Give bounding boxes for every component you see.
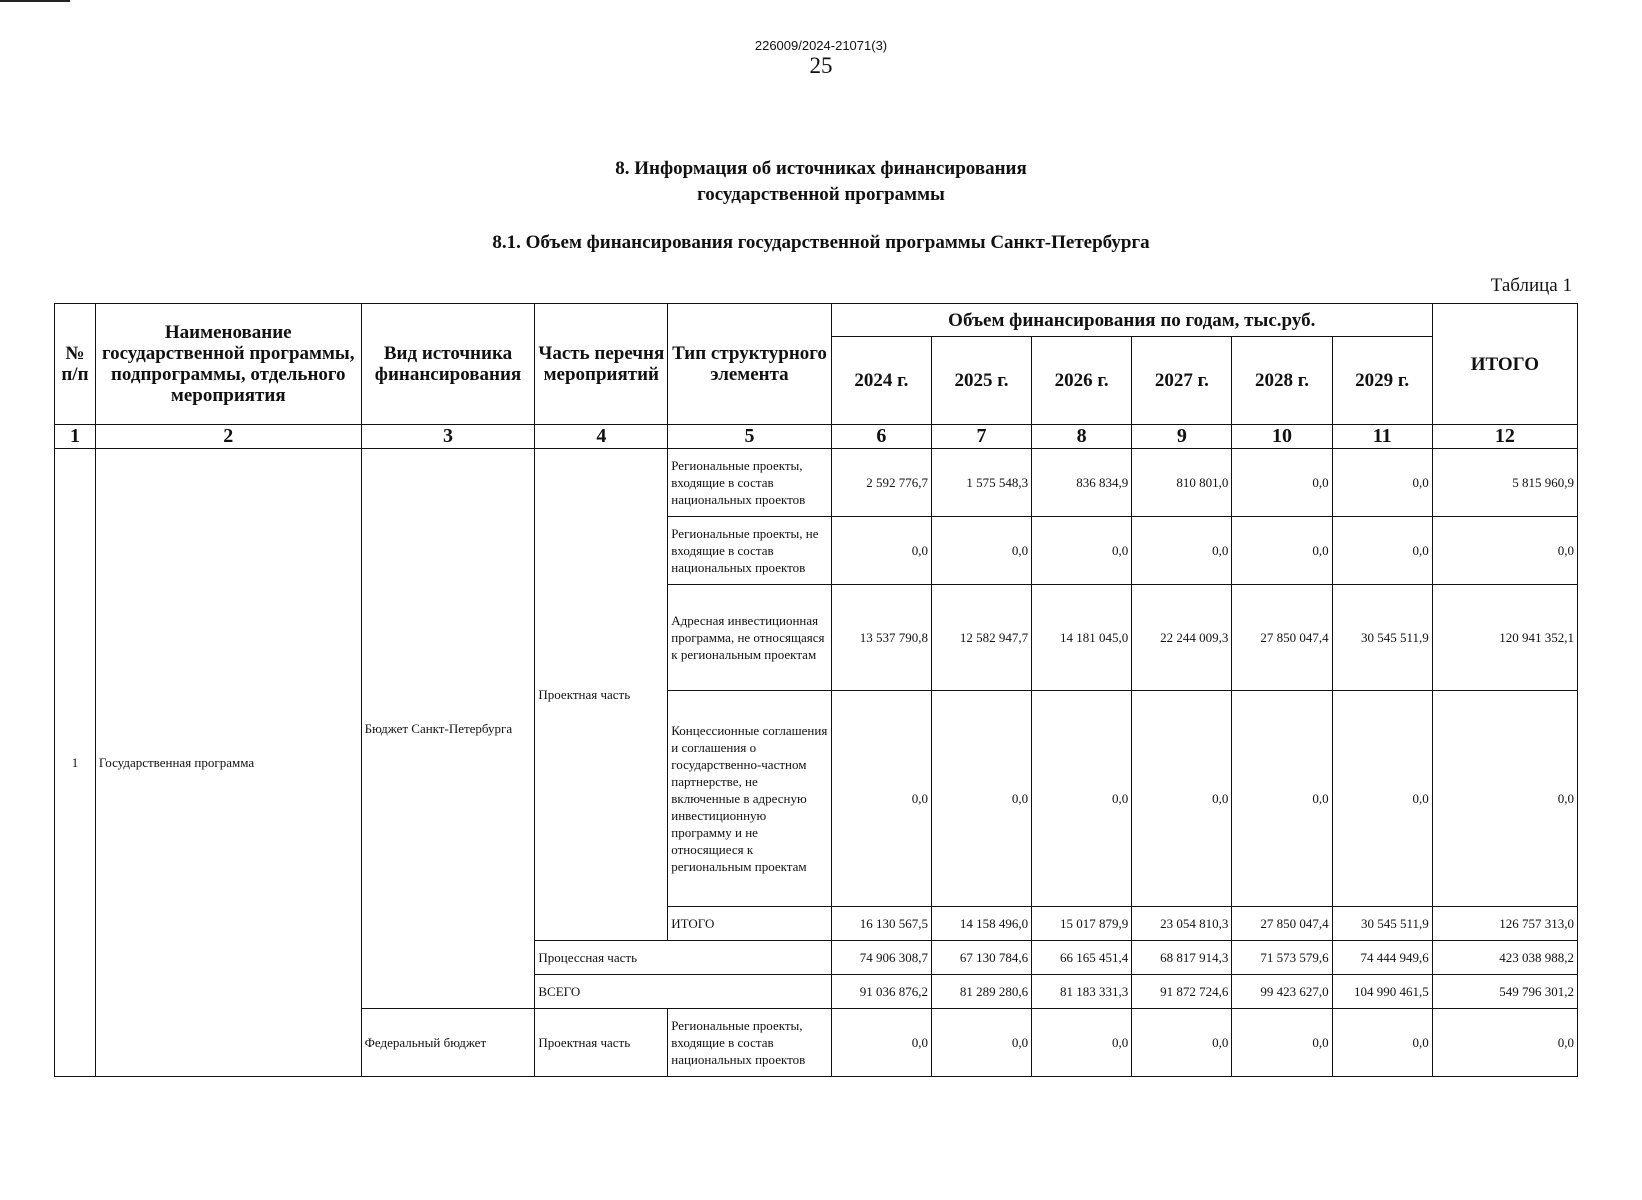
value-cell: 104 990 461,5 <box>1332 975 1432 1009</box>
value-cell: 15 017 879,9 <box>1032 907 1132 941</box>
value-cell: 0,0 <box>1232 449 1332 517</box>
value-cell: 22 244 009,3 <box>1132 585 1232 691</box>
col-number-12: 12 <box>1432 425 1577 449</box>
table-row <box>55 449 1578 517</box>
value-cell: 30 545 511,9 <box>1332 907 1432 941</box>
value-cell: 0,0 <box>931 517 1031 585</box>
type-cell: ИТОГО <box>668 907 832 941</box>
value-cell: 14 158 496,0 <box>931 907 1031 941</box>
col-number-7: 7 <box>931 425 1031 449</box>
part-project: Проектная часть <box>535 449 668 941</box>
value-cell: 0,0 <box>931 691 1031 907</box>
value-cell: 0,0 <box>1032 1009 1132 1077</box>
value-cell: 0,0 <box>1232 691 1332 907</box>
total-cell: 549 796 301,2 <box>1432 975 1577 1009</box>
header-year-2027: 2027 г. <box>1132 337 1232 425</box>
financing-table <box>54 303 1578 1077</box>
type-cell: Региональные проекты, входящие в состав национальных проектов <box>668 1009 832 1077</box>
col-number-4: 4 <box>535 425 668 449</box>
header-year-2025: 2025 г. <box>931 337 1031 425</box>
value-cell: 836 834,9 <box>1032 449 1132 517</box>
source-federal-budget: Федеральный бюджет <box>361 1009 535 1077</box>
value-cell: 71 573 579,6 <box>1232 941 1332 975</box>
value-cell: 0,0 <box>831 517 931 585</box>
value-cell: 67 130 784,6 <box>931 941 1031 975</box>
col-number-10: 10 <box>1232 425 1332 449</box>
total-cell: 0,0 <box>1432 1009 1577 1077</box>
value-cell: 81 289 280,6 <box>931 975 1031 1009</box>
col-number-2: 2 <box>95 425 361 449</box>
row-number: 1 <box>55 449 96 1077</box>
value-cell: 0,0 <box>1332 517 1432 585</box>
value-cell: 0,0 <box>1332 1009 1432 1077</box>
value-cell: 0,0 <box>1332 449 1432 517</box>
type-cell: Региональные проекты, не входящие в состав национальных проектов <box>668 517 832 585</box>
value-cell: 99 423 627,0 <box>1232 975 1332 1009</box>
value-cell: 81 183 331,3 <box>1032 975 1132 1009</box>
page-number: 25 <box>809 53 833 78</box>
header-years-group: Объем финансирования по годам, тыс.руб. <box>831 304 1432 337</box>
value-cell: 27 850 047,4 <box>1232 585 1332 691</box>
header-year-2024: 2024 г. <box>831 337 931 425</box>
total-cell: 0,0 <box>1432 691 1577 907</box>
program-name: Государственная программа <box>95 449 361 1077</box>
value-cell: 68 817 914,3 <box>1132 941 1232 975</box>
header-year-2028: 2028 г. <box>1232 337 1332 425</box>
table-caption: Таблица 1 <box>1490 275 1572 296</box>
section-subtitle: 8.1. Объем финансирования государственной программы Санкт-Петербурга <box>492 232 1150 253</box>
header-total: ИТОГО <box>1432 304 1577 425</box>
col-number-8: 8 <box>1032 425 1132 449</box>
header-num: № п/п <box>55 304 96 425</box>
value-cell: 810 801,0 <box>1132 449 1232 517</box>
col-number-11: 11 <box>1332 425 1432 449</box>
total-cell: 126 757 313,0 <box>1432 907 1577 941</box>
value-cell: 2 592 776,7 <box>831 449 931 517</box>
value-cell: 0,0 <box>1132 517 1232 585</box>
total-cell: 423 038 988,2 <box>1432 941 1577 975</box>
type-cell: Концессионные соглашения и соглашения о государственно-частном партнерстве, не включенные в адресную инвестиционную программу и не относящиеся к региональным проектам <box>668 691 832 907</box>
header-name: Наименование государственной программы, подпрограммы, отдельного мероприятия <box>95 304 361 425</box>
value-cell: 14 181 045,0 <box>1032 585 1132 691</box>
value-cell: 0,0 <box>1232 1009 1332 1077</box>
value-cell: 0,0 <box>1332 691 1432 907</box>
value-cell: 12 582 947,7 <box>931 585 1031 691</box>
value-cell: 0,0 <box>1132 691 1232 907</box>
scan-edge-right <box>0 0 70 2</box>
part-project-federal: Проектная часть <box>535 1009 668 1077</box>
value-cell: 74 906 308,7 <box>831 941 931 975</box>
header-part: Часть перечня мероприятий <box>535 304 668 425</box>
value-cell: 0,0 <box>931 1009 1031 1077</box>
value-cell: 0,0 <box>1032 691 1132 907</box>
value-cell: 0,0 <box>1032 517 1132 585</box>
section-title-line2: государственной программы <box>697 184 945 205</box>
value-cell: 30 545 511,9 <box>1332 585 1432 691</box>
col-number-1: 1 <box>55 425 96 449</box>
value-cell: 23 054 810,3 <box>1132 907 1232 941</box>
value-cell: 16 130 567,5 <box>831 907 931 941</box>
total-cell: 0,0 <box>1432 517 1577 585</box>
part-process: Процессная часть <box>535 941 831 975</box>
value-cell: 1 575 548,3 <box>931 449 1031 517</box>
col-number-3: 3 <box>361 425 535 449</box>
col-number-5: 5 <box>668 425 832 449</box>
value-cell: 91 036 876,2 <box>831 975 931 1009</box>
value-cell: 66 165 451,4 <box>1032 941 1132 975</box>
value-cell: 0,0 <box>831 1009 931 1077</box>
header-year-2029: 2029 г. <box>1332 337 1432 425</box>
value-cell: 74 444 949,6 <box>1332 941 1432 975</box>
section-title-line1: 8. Информация об источниках финансирования <box>615 158 1027 179</box>
value-cell: 0,0 <box>831 691 931 907</box>
document-number: 226009/2024-21071(3) <box>754 38 888 53</box>
value-cell: 91 872 724,6 <box>1132 975 1232 1009</box>
col-number-9: 9 <box>1132 425 1232 449</box>
value-cell: 27 850 047,4 <box>1232 907 1332 941</box>
header-type: Тип структурного элемента <box>668 304 832 425</box>
header-year-2026: 2026 г. <box>1032 337 1132 425</box>
type-cell: Региональные проекты, входящие в состав национальных проектов <box>668 449 832 517</box>
part-all: ВСЕГО <box>535 975 831 1009</box>
value-cell: 13 537 790,8 <box>831 585 931 691</box>
value-cell: 0,0 <box>1232 517 1332 585</box>
col-number-6: 6 <box>831 425 931 449</box>
total-cell: 5 815 960,9 <box>1432 449 1577 517</box>
type-cell: Адресная инвестиционная программа, не относящаяся к региональным проектам <box>668 585 832 691</box>
value-cell: 0,0 <box>1132 1009 1232 1077</box>
source-spb-budget: Бюджет Санкт-Петербурга <box>361 449 535 1009</box>
header-source: Вид источника финансирования <box>361 304 535 425</box>
total-cell: 120 941 352,1 <box>1432 585 1577 691</box>
